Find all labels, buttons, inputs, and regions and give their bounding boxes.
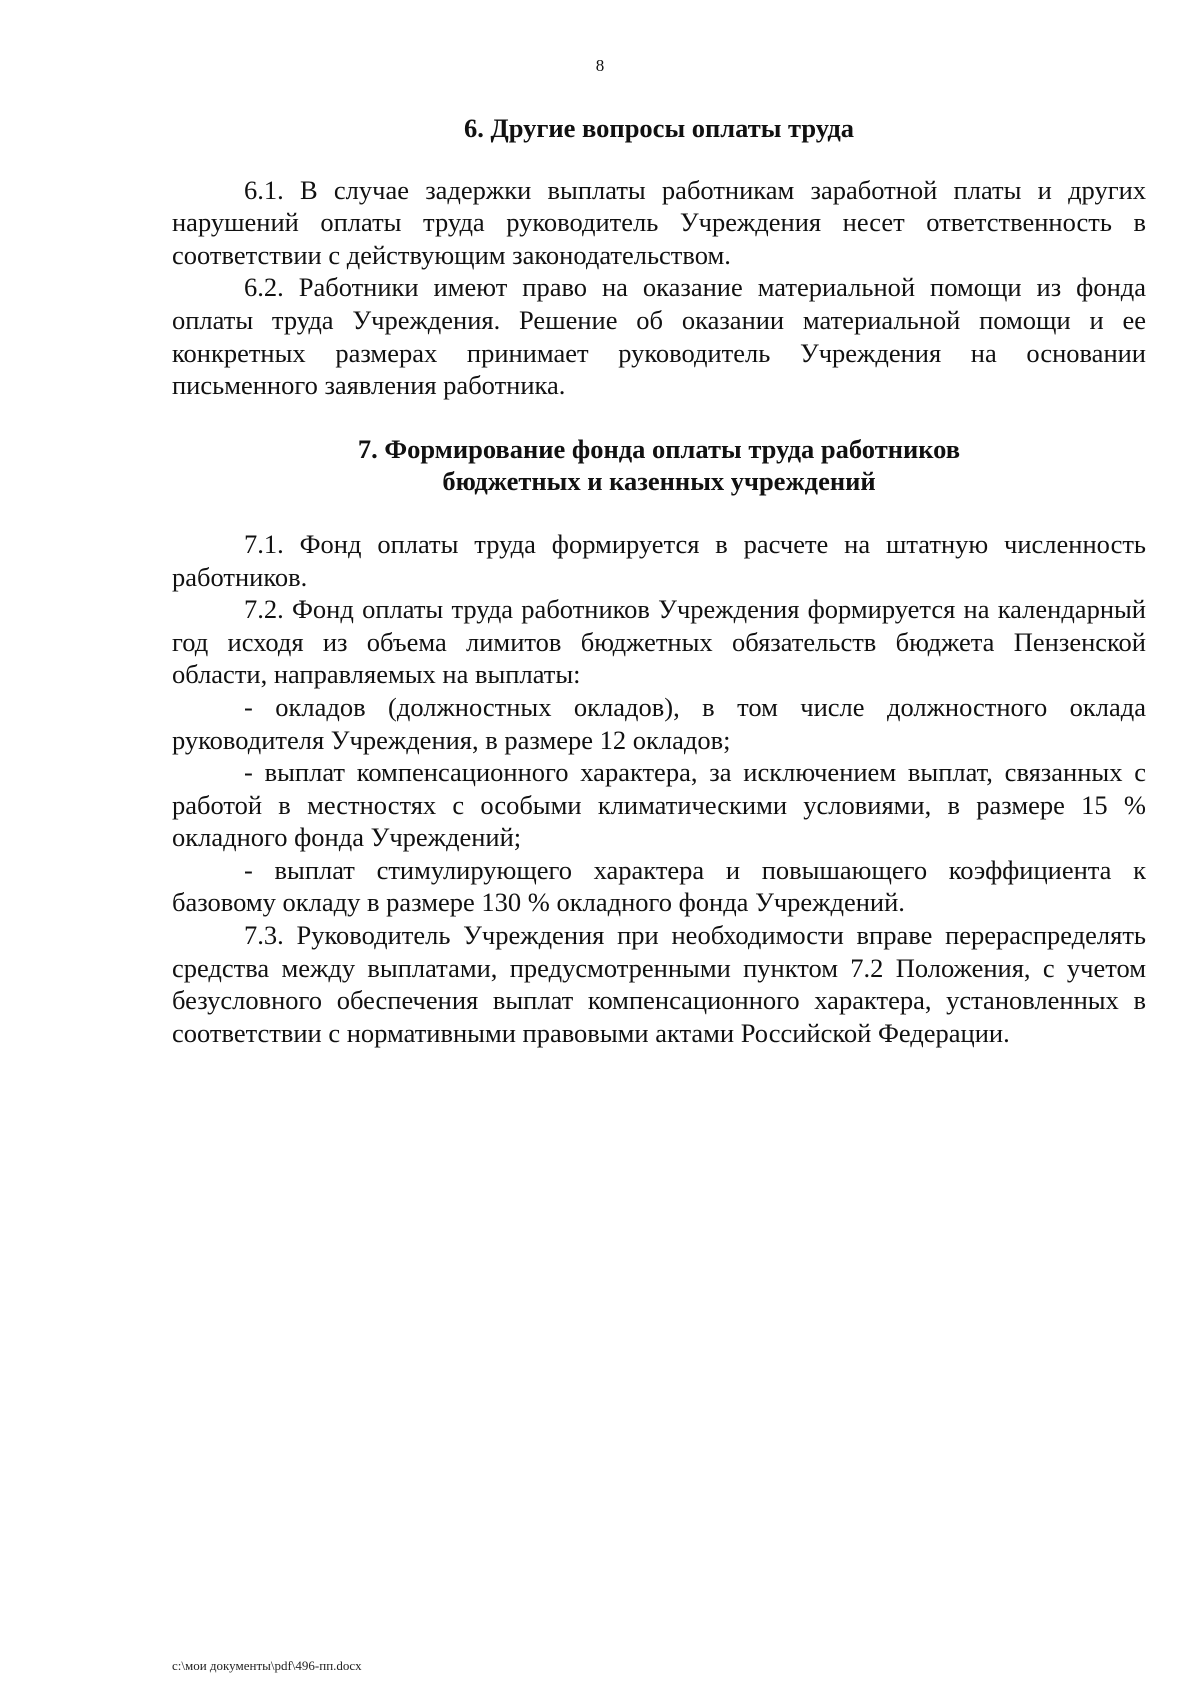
- footer-file-path: c:\мои документы\pdf\496-пп.docx: [172, 1658, 362, 1673]
- paragraph-7-1: 7.1. Фонд оплаты труда формируется в расчете на штатную численность работников.: [172, 528, 1146, 592]
- list-item-compensation: - выплат компенсационного характера, за исключением выплат, связанных с работой в местностях с особыми климатическими условиями, в размере 15 % окладного фонда Учреждений;: [172, 757, 1146, 853]
- paragraph-6-1: 6.1. В случае задержки выплаты работникам заработной платы и других нарушений оплаты труда руководитель Учреждения несет ответственность в соответствии с действующим законодательством.: [172, 174, 1146, 270]
- document-body: [172, 112, 1146, 1049]
- paragraph-7-2: 7.2. Фонд оплаты труда работников Учреждения формируется на календарный год исходя из объема лимитов бюджетных обязательств бюджета Пензенской области, направляемых на выплаты:: [172, 594, 1146, 690]
- section-7-heading: [172, 433, 1146, 498]
- section-7-heading-line1: 7. Формирование фонда оплаты труда работников: [357, 433, 961, 464]
- page-number: 8: [595, 56, 605, 75]
- paragraph-6-2: 6.2. Работники имеют право на оказание материальной помощи из фонда оплаты труда Учреждения. Решение об оказании материальной помощи и ее конкретных размерах принимает руководитель Учреждения на основании письменного заявления работника.: [172, 272, 1146, 401]
- section-6-heading: 6. Другие вопросы оплаты труда: [463, 113, 855, 143]
- paragraph-7-3: 7.3. Руководитель Учреждения при необходимости вправе перераспределять средства между выплатами, предусмотренными пунктом 7.2 Положения, с учетом безусловного обеспечения выплат компенсационного характера, установленных в соответствии с нормативными правовыми актами Российской Федерации.: [172, 920, 1146, 1048]
- list-item-incentives: - выплат стимулирующего характера и повышающего коэффициента к базовому окладу в размере 130 % окладного фонда Учреждений.: [172, 854, 1146, 918]
- list-item-salaries: - окладов (должностных окладов), в том числе должностного оклада руководителя Учреждения, в размере 12 окладов;: [172, 691, 1146, 755]
- section-7-heading-line2: бюджетных и казенных учреждений: [442, 466, 876, 497]
